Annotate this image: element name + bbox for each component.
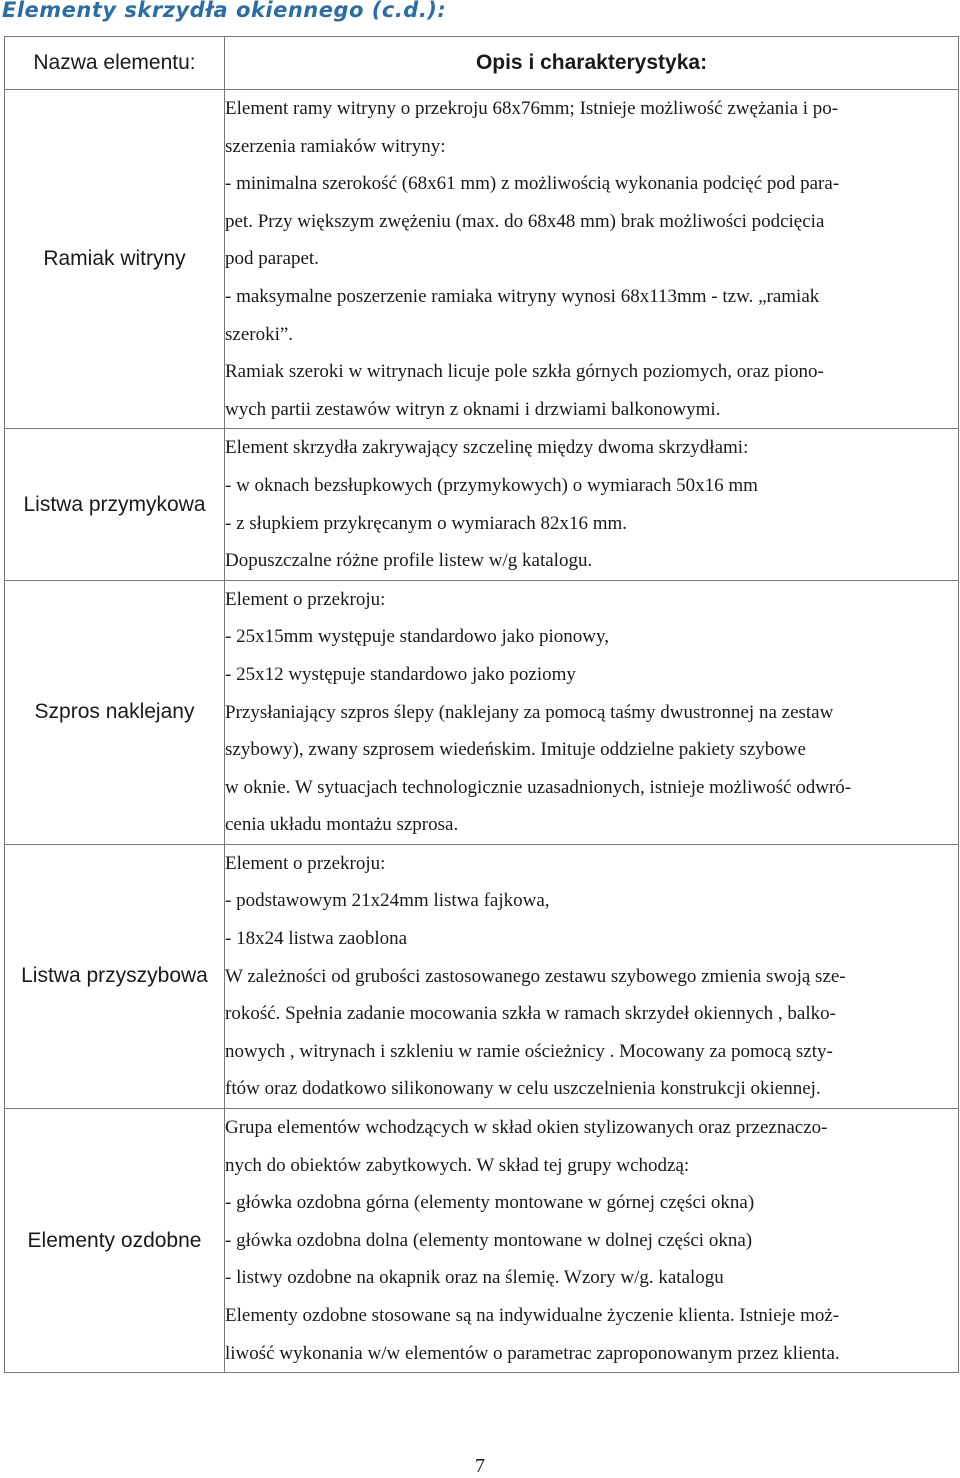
element-name-cell: Listwa przymykowa <box>5 429 225 580</box>
table-row <box>5 580 959 844</box>
description-line: Element o przekroju: <box>225 852 386 874</box>
header-description: Opis i charakterystyka: <box>225 37 959 90</box>
description-line: pet. Przy większym zwężeniu (max. do 68x48 mm) brak możliwości podcięcia <box>225 210 825 232</box>
element-name-cell: Elementy ozdobne <box>5 1109 225 1373</box>
description-line: - maksymalne poszerzenie ramiaka witryny wynosi 68x113mm - tzw. „ramiak <box>225 285 820 307</box>
description-line: Elementy ozdobne stosowane są na indywidualne życzenie klienta. Istnieje moż- <box>225 1305 840 1326</box>
description-line: - podstawowym 21x24mm listwa fajkowa, <box>225 890 550 912</box>
description-line: Dopuszczalne różne profile listew w/g katalogu. <box>225 550 593 572</box>
page-number: 7 <box>475 1455 485 1477</box>
element-description-cell <box>225 429 959 580</box>
header-element-name: Nazwa elementu: <box>5 37 225 90</box>
description-line: pod parapet. <box>225 248 319 270</box>
element-name-cell: Listwa przyszybowa <box>5 844 225 1108</box>
description-line: Ramiak szeroki w witrynach licuje pole szkła górnych poziomych, oraz piono- <box>225 361 824 383</box>
description-line: nych do obiektów zabytkowych. W skład tej grupy wchodzą: <box>225 1154 690 1176</box>
description-line: szerzenia ramiaków witryny: <box>225 135 446 157</box>
element-description-cell <box>225 1109 959 1373</box>
element-name-cell: Szpros naklejany <box>5 580 225 844</box>
description-line: ftów oraz dodatkowo silikonowany w celu uszczelnienia konstrukcji okiennej. <box>225 1078 821 1100</box>
description-line: W zależności od grubości zastosowanego zestawu szybowego zmienia swoją sze- <box>225 965 846 987</box>
elements-table <box>4 36 959 1373</box>
table-row <box>5 429 959 580</box>
description-line: cenia układu montażu szprosa. <box>225 814 459 836</box>
description-line: - główka ozdobna dolna (elementy montowane w dolnej części okna) <box>225 1229 753 1251</box>
description-line: - minimalna szerokość (68x61 mm) z możliwością wykonania podcięć pod para- <box>225 173 840 195</box>
description-line: Przysłaniający szpros ślepy (naklejany za pomocą taśmy dwustronnej na zestaw <box>225 701 834 723</box>
table-row <box>5 844 959 1108</box>
description-line: - 25x12 występuje standardowo jako poziomy <box>225 663 576 685</box>
description-line: Element ramy witryny o przekroju 68x76mm; Istnieje możliwość zwężania i po- <box>225 98 839 119</box>
table-row <box>5 90 959 429</box>
description-line: - 18x24 listwa zaoblona <box>225 928 408 950</box>
table-header-row <box>5 37 959 90</box>
description-line: Element o przekroju: <box>225 588 386 610</box>
description-line: szybowy), zwany szprosem wiedeńskim. Imituje oddzielne pakiety szybowe <box>225 739 806 761</box>
description-line: Grupa elementów wchodzących w skład okien stylizowanych oraz przeznaczo- <box>225 1117 828 1139</box>
element-name-cell: Ramiak witryny <box>5 90 225 429</box>
element-description-cell <box>225 90 959 429</box>
description-line: wych partii zestawów witryn z oknami i drzwiami balkonowymi. <box>225 398 721 420</box>
description-line: szeroki”. <box>225 323 294 345</box>
table-row <box>5 1109 959 1373</box>
element-description-cell <box>225 844 959 1108</box>
section-heading: Elementy skrzydła okiennego (c.d.): <box>2 0 447 22</box>
description-line: - 25x15mm występuje standardowo jako pionowy, <box>225 626 609 648</box>
description-line: - z słupkiem przykręcanym o wymiarach 82x16 mm. <box>225 512 628 534</box>
description-line: Element skrzydła zakrywający szczelinę między dwoma skrzydłami: <box>225 437 749 459</box>
description-line: rokość. Spełnia zadanie mocowania szkła w ramach skrzydeł okiennych , balko- <box>225 1003 836 1025</box>
description-line: - główka ozdobna górna (elementy montowane w górnej części okna) <box>225 1192 755 1214</box>
element-description-cell <box>225 580 959 844</box>
description-line: - listwy ozdobne na okapnik oraz na ślemię. Wzory w/g. katalogu <box>225 1267 724 1289</box>
description-line: liwość wykonania w/w elementów o parametrac zaproponowanym przez klienta. <box>225 1342 840 1364</box>
description-line: w oknie. W sytuacjach technologicznie uzasadnionych, istnieje możliwość odwró- <box>225 776 852 798</box>
description-line: nowych , witrynach i szkleniu w ramie ościeżnicy . Mocowany za pomocą szty- <box>225 1040 833 1062</box>
description-line: - w oknach bezsłupkowych (przymykowych) o wymiarach 50x16 mm <box>225 474 758 496</box>
